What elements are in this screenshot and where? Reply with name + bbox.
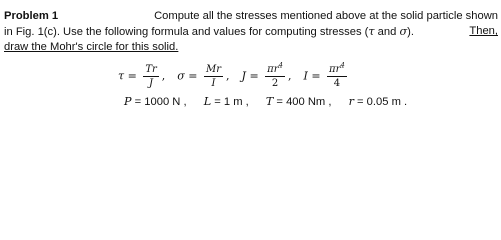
formula-tau-sep: , xyxy=(161,69,166,82)
formula-j xyxy=(241,61,292,89)
value-p-text: = 1000 N , xyxy=(131,96,187,108)
given-values xyxy=(124,95,421,108)
formula-i-num-exponent: 4 xyxy=(340,61,345,70)
formula-tau-numerator: Tr xyxy=(145,63,157,75)
then-text: Then, xyxy=(469,25,498,37)
formula-sigma-lhs: σ = xyxy=(177,69,198,82)
formula-i-numerator xyxy=(327,61,347,77)
problem-line-1 xyxy=(4,9,498,24)
formula-j-num-base: πr xyxy=(267,63,279,75)
formula-tau-lhs: τ = xyxy=(118,69,137,82)
close-paren-text: ). xyxy=(407,26,414,38)
value-p xyxy=(124,95,187,108)
value-t-text: = 400 Nm , xyxy=(273,96,332,108)
value-r xyxy=(349,95,408,108)
formula-j-denominator: 2 xyxy=(271,77,279,89)
formula-sigma-sep: , xyxy=(226,69,230,82)
problem-line-1-text: Compute all the stresses mentioned above at the solid particle shown xyxy=(154,10,498,22)
formula-j-fraction xyxy=(265,61,285,89)
problem-line-3: draw the Mohr's circle for this solid. xyxy=(4,41,179,53)
formula-i-num-base: πr xyxy=(329,63,341,75)
value-r-text: = 0.05 m . xyxy=(353,96,408,108)
problem-line-2-left xyxy=(4,24,414,40)
formula-tau-denominator: J xyxy=(149,77,154,89)
and-text: and xyxy=(374,26,400,38)
formula-j-num-exponent: 4 xyxy=(278,61,283,70)
formula-sigma-denominator: I xyxy=(211,77,216,89)
formula-tau-fraction xyxy=(143,64,158,89)
formula-i-lhs: I = xyxy=(303,69,321,82)
value-l-symbol: L xyxy=(203,95,212,108)
formula-sigma xyxy=(177,64,229,89)
formula-i-denominator: 4 xyxy=(333,77,341,89)
problem-line-2 xyxy=(4,24,498,40)
sigma-symbol: σ xyxy=(399,25,408,38)
value-p-symbol: P xyxy=(124,95,132,108)
formula-tau xyxy=(118,64,165,89)
formula-j-sep: , xyxy=(287,69,292,82)
formula-sigma-fraction xyxy=(204,64,223,89)
problem-line-2-text: in Fig. 1(c). Use the following formula and values for computing stresses ( xyxy=(4,26,369,38)
value-r-symbol: r xyxy=(348,95,354,108)
formula-j-lhs: J = xyxy=(241,69,259,82)
problem-label: Problem 1 xyxy=(4,10,59,22)
formula-sigma-numerator: Mr xyxy=(206,63,222,75)
value-l-text: = 1 m , xyxy=(211,96,249,108)
value-l xyxy=(204,95,249,108)
value-t xyxy=(266,95,332,108)
tau-symbol: τ xyxy=(368,25,375,38)
formula-i xyxy=(303,61,349,89)
formula-row xyxy=(118,58,350,94)
value-t-symbol: T xyxy=(265,95,274,108)
problem-statement xyxy=(4,9,498,55)
formula-j-numerator xyxy=(265,61,285,77)
formula-i-fraction xyxy=(327,61,347,89)
